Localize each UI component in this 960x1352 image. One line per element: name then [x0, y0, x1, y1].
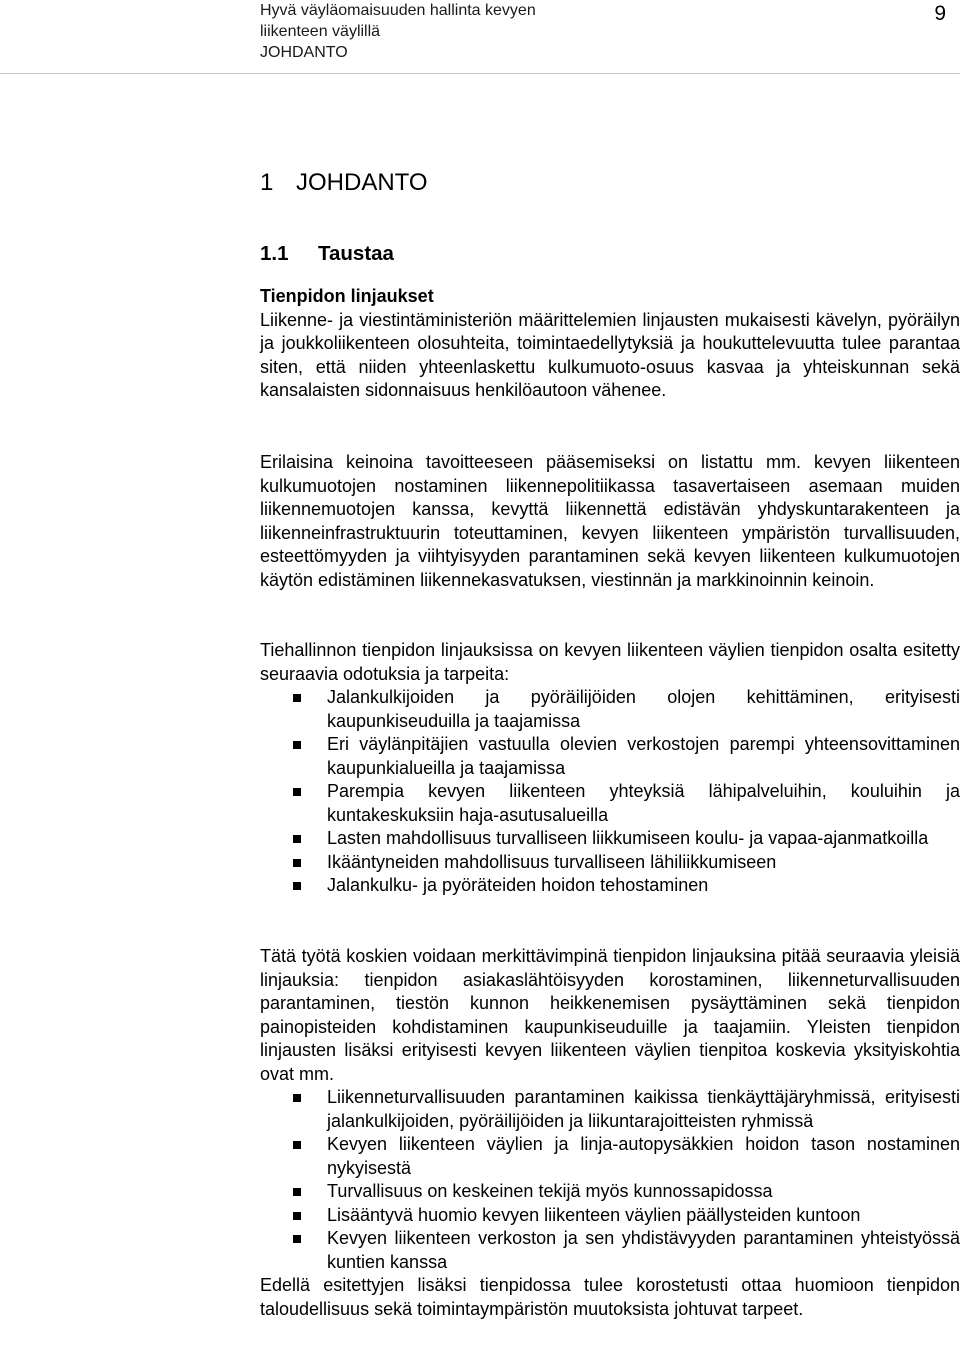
header-section-label: JOHDANTO: [260, 44, 348, 61]
square-bullet-icon: [293, 1212, 301, 1220]
intro-block: [260, 285, 960, 403]
chapter-title: JOHDANTO: [296, 169, 428, 196]
list-item: Ikääntyneiden mahdollisuus turvalliseen lähiliikkumiseen: [260, 851, 960, 875]
square-bullet-icon: [293, 741, 301, 749]
square-bullet-icon: [293, 1094, 301, 1102]
section-number: 1.1: [260, 242, 289, 265]
page-body: [260, 166, 960, 1319]
square-bullet-icon: [293, 859, 301, 867]
list-item: Liikenneturvallisuuden parantaminen kaikissa tienkäyttäjäryhmissä, erityisesti jalankulkijoiden, pyöräilijöiden ja liikuntarajoitteisten ryhmissä: [260, 1086, 960, 1133]
section-heading: [260, 242, 394, 266]
page-number: 9: [934, 2, 946, 25]
header-title-line2: liikenteen väylillä: [260, 23, 381, 40]
paragraph-4: Tätä työtä koskien voidaan merkittävimpinä tienpidon linjauksina pitää seuraavia yleisiä linjauksia: tienpidon asiakaslähtöisyyden korostaminen, liikenneturvallisuuden parantaminen, tiestön kunnon heikkenemisen pysäyttäminen sekä tienpidon painopisteiden kohdistaminen kaupunkiseuduille ja taajamiin. Yleisten tienpidon linjausten lisäksi erityisesti kevyen liikenteen väylien tienpitoa koskevia yksityiskohtia ovat mm.: [260, 946, 960, 1084]
header-divider: [0, 73, 960, 74]
expectations-list: [260, 686, 960, 898]
square-bullet-icon: [293, 1141, 301, 1149]
chapter-heading: [260, 166, 960, 204]
list-item: Eri väylänpitäjien vastuulla olevien verkostojen parempi yhteensovittaminen kaupunkialueilla ja taajamissa: [260, 733, 960, 780]
list-item: Lisääntyvä huomio kevyen liikenteen väylien päällysteiden kuntoon: [260, 1204, 960, 1228]
paragraph-2-block: [260, 451, 960, 592]
paragraph-1: Liikenne- ja viestintäministeriön määrittelemien linjausten mukaisesti kävelyn, pyöräilyn ja joukkoliikenteen olosuhteita, toimintaedellytyksiä ja houkuttelevuutta tulee parantaa siten, että niiden yhteenlaskettu kulkumuoto-osuus kasvaa ja yhteiskunnan sekä kansalaisten sidonnaisuus henkilöautoon vähenee.: [260, 309, 960, 400]
list-item: Kevyen liikenteen väylien ja linja-autopysäkkien hoidon tason nostaminen nykyisestä: [260, 1133, 960, 1180]
list-item: Lasten mahdollisuus turvalliseen liikkumiseen koulu- ja vapaa-ajanmatkoilla: [260, 827, 960, 851]
paragraph-5: Edellä esitettyjen lisäksi tienpidossa tulee korostetusti ottaa huomioon tienpidon taloudellisuus sekä toimintaympäristön muutoksista johtuvat tarpeet.: [260, 1275, 960, 1319]
list-item: Turvallisuus on keskeinen tekijä myös kunnossapidossa: [260, 1180, 960, 1204]
square-bullet-icon: [293, 882, 301, 890]
paragraph-3: Tiehallinnon tienpidon linjauksissa on kevyen liikenteen väylien tienpidon osalta esitetty seuraavia odotuksia ja tarpeita:: [260, 640, 960, 684]
expectations-block: [260, 639, 960, 898]
square-bullet-icon: [293, 835, 301, 843]
list-item: Parempia kevyen liikenteen yhteyksiä lähipalveluihin, kouluihin ja kuntakeskuksiin haja-asutusalueilla: [260, 780, 960, 827]
section-title: Taustaa: [318, 242, 394, 265]
subheading: Tienpidon linjaukset: [260, 286, 434, 306]
policies-list: [260, 1086, 960, 1274]
policies-block: [260, 945, 960, 1321]
square-bullet-icon: [293, 1235, 301, 1243]
running-header: [260, 0, 960, 63]
square-bullet-icon: [293, 788, 301, 796]
list-item: Jalankulkijoiden ja pyöräilijöiden olojen kehittäminen, erityisesti kaupunkiseuduilla ja taajamissa: [260, 686, 960, 733]
header-title-line1: Hyvä väyläomaisuuden hallinta kevyen: [260, 2, 536, 19]
chapter-number: 1: [260, 169, 274, 196]
list-item: Kevyen liikenteen verkoston ja sen yhdistävyyden parantaminen yhteistyössä kuntien kanssa: [260, 1227, 960, 1274]
square-bullet-icon: [293, 694, 301, 702]
list-item: Jalankulku- ja pyöräteiden hoidon tehostaminen: [260, 874, 960, 898]
square-bullet-icon: [293, 1188, 301, 1196]
paragraph-2: Erilaisina keinoina tavoitteeseen pääsemiseksi on listattu mm. kevyen liikenteen kulkumuotojen nostaminen liikennepolitiikassa tasavertaiseen asemaan muiden liikennemuotojen kanssa, kevyttä liikennettä edistävän yhdyskuntarakenteen ja liikenneinfrastruktuurin toteuttaminen, kevyen liikenteen ympäristön turvallisuuden, esteettömyyden ja viihtyisyyden parantaminen sekä kevyen liikenteen kulkumuotojen käytön edistäminen liikennekasvatuksen, viestinnän ja markkinoinnin keinoin.: [260, 452, 960, 590]
